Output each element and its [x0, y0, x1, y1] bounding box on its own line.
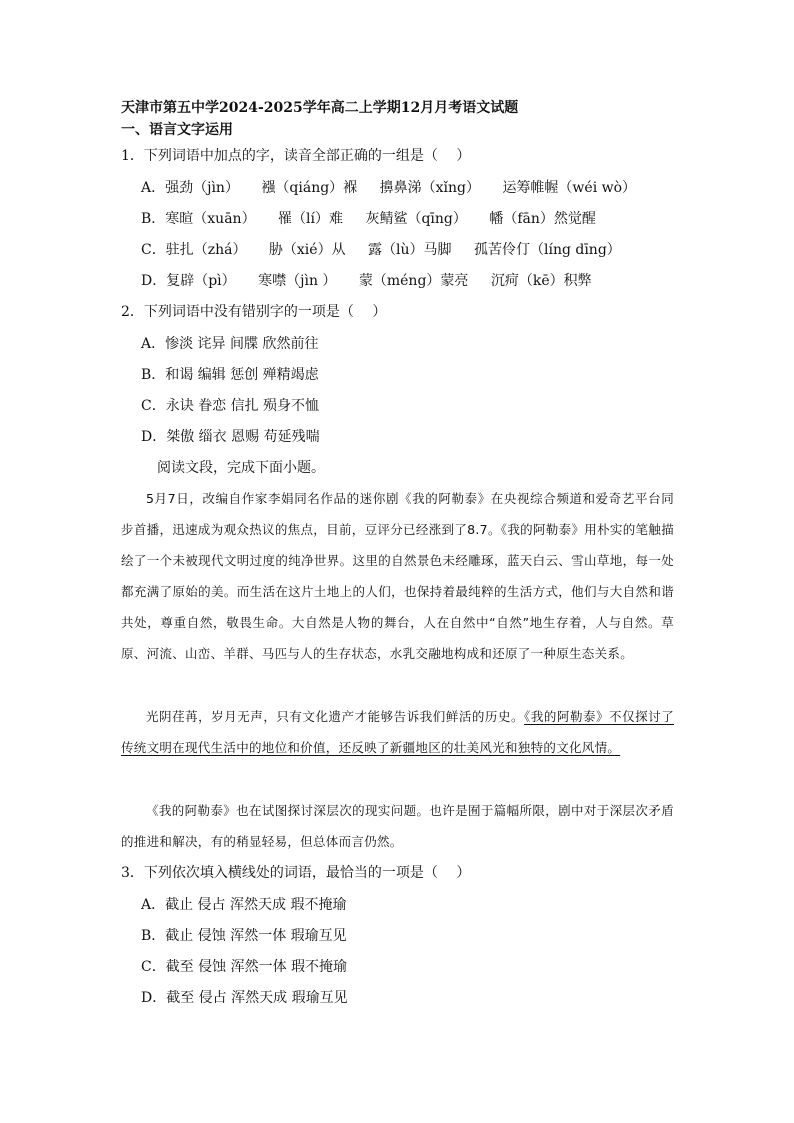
option-part: 灰鲭鲨（qīng） [365, 211, 467, 227]
option-part: 幡（fān）然觉醒 [489, 211, 596, 227]
question-1-option-c [141, 239, 621, 259]
question-1-option-a [141, 177, 636, 197]
question-2-stem: 2．下列词语中没有错别字的一项是（ ） [121, 304, 387, 320]
question-1-option-d [141, 270, 592, 290]
question-2-option-d: D．桀傲 缁衣 恩赐 苟延残喘 [141, 429, 320, 445]
question-3-stem: 3．下列依次填入横线处的词语，最恰当的一项是（ ） [121, 865, 471, 881]
option-part: 胁（xié）从 [268, 242, 346, 258]
section-heading: 一、语言文字运用 [121, 122, 233, 138]
option-part: D．复辟（pì） [141, 273, 236, 289]
option-part: 罹（lí）难 [278, 211, 343, 227]
option-part: B．寒暄（xuān） [141, 211, 256, 227]
passage-paragraph-3: 《我的阿勒泰》也在试图探讨深层次的现实问题。也许是囿于篇幅所限，剧中对于深层次矛盾的推进和解决，有的稍显轻易，但总体而言仍然。 [121, 803, 674, 849]
reading-instruction: 阅读文段，完成下面小题。 [157, 460, 325, 476]
question-2-option-b: B．和谒 编辑 惩创 殚精竭虑 [141, 367, 319, 383]
option-part: 擤鼻涕（xǐng） [379, 180, 480, 196]
option-part: 孤苦伶仃（líng dīng） [473, 242, 621, 258]
passage-paragraph-1: 5月7日，改编自作家李娟同名作品的迷你剧《我的阿勒泰》在央视综合频道和爱奇艺平台同步首播，迅速成为观众热议的焦点，目前，豆评分已经涨到了8.7。《我的阿勒泰》用朴实的笔触描绘了一个未被现代文明过度的纯净世界。这里的自然景色未经雕琢，蓝天白云、雪山草地，每一处都充满了原始的美。而生活在这片土地上的人们，也保持着最纯粹的生活方式，他们与大自然和谐共处，尊重自然，敬畏生命。大自然是人物的舞台，人在自然中“自然”地生存着，人与自然。草原、河流、山峦、羊群、马匹与人的生存状态，水乳交融地构成和还原了一种原生态关系。 [121, 491, 674, 661]
exam-title: 天津市第五中学2024-2025学年高二上学期12月月考语文试题 [121, 100, 519, 116]
question-3-option-d: D．截至 侵占 浑然天成 瑕瑜互见 [141, 990, 348, 1006]
option-part: 沉疴（kē）积弊 [490, 273, 592, 289]
option-part: 寒噤（jìn ） [258, 273, 337, 289]
passage-paragraph-2-lead: 光阴荏苒，岁月无声，只有文化遗产才能够告诉我们鲜活的历史。 [146, 709, 525, 724]
option-part: A．强劲（jìn） [141, 180, 239, 196]
underlined-sentence: 《我的阿勒泰》不仅探讨了传统文明在现代生活中的地位和价值，还反映了新疆地区的壮美风光和独特的文化风情。 [121, 709, 674, 755]
question-3-option-a: A．截止 侵占 浑然天成 瑕不掩瑜 [141, 897, 347, 913]
passage-paragraph-2 [121, 701, 674, 763]
question-1-stem: 1．下列词语中加点的字，读音全部正确的一组是（ ） [121, 148, 471, 164]
option-part: C．驻扎（zhá） [141, 242, 247, 258]
option-part: 蒙（méng）蒙亮 [358, 273, 469, 289]
question-3-option-b: B．截止 侵蚀 浑然一体 瑕瑜互见 [141, 928, 347, 944]
option-part: 襁（qiáng）褓 [261, 180, 358, 196]
option-part: 露（lù）马脚 [368, 242, 452, 258]
question-2-option-c: C．永诀 眷恋 信扎 殒身不恤 [141, 398, 320, 414]
question-3-option-c: C．截至 侵蚀 浑然一体 瑕不掩瑜 [141, 959, 348, 975]
question-2-option-a: A．惨淡 诧异 间牒 欣然前往 [141, 336, 319, 352]
option-part: 运筹帷幄（wéi wò） [502, 180, 637, 196]
question-1-option-b [141, 208, 596, 228]
